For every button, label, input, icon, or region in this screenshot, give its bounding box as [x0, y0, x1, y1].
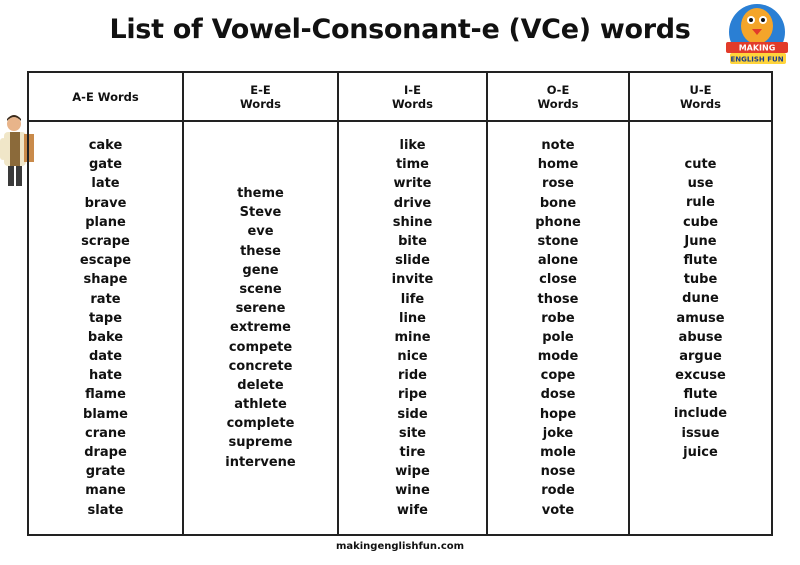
word-item: rule	[686, 195, 715, 211]
word-item: drive	[393, 195, 432, 211]
word-item: cube	[682, 214, 719, 230]
word-item: slide	[395, 253, 430, 269]
word-item: dose	[540, 387, 576, 403]
word-item: note	[541, 138, 575, 153]
word-item: crane	[85, 425, 126, 441]
word-item: flame	[85, 387, 126, 403]
word-item: hate	[88, 368, 123, 384]
word-item: scene	[239, 281, 282, 297]
word-item: June	[684, 233, 717, 249]
word-item: drape	[84, 445, 127, 460]
word-item: bone	[539, 195, 577, 211]
word-item: joke	[542, 425, 574, 441]
word-item: pole	[542, 329, 574, 345]
column-i-e	[339, 73, 488, 534]
word-item: ripe	[398, 387, 427, 403]
word-item: date	[88, 349, 123, 365]
word-item: line	[399, 310, 426, 326]
word-item: side	[397, 406, 428, 422]
word-item: vote	[541, 502, 575, 518]
word-item: mole	[540, 445, 576, 460]
word-item: mane	[85, 483, 126, 499]
word-item: extreme	[229, 320, 291, 336]
word-item: robe	[541, 310, 575, 326]
word-item: argue	[679, 348, 722, 364]
word-item: grate	[85, 464, 126, 480]
word-item: rate	[90, 291, 121, 307]
word-item: mine	[394, 329, 431, 345]
word-item: supreme	[228, 435, 293, 451]
word-item: include	[673, 406, 728, 422]
word-item: nose	[540, 464, 576, 480]
column-header-e-e: E-E Words	[184, 73, 337, 122]
column-a-e	[29, 73, 184, 534]
word-item: wife	[397, 502, 428, 518]
word-item: phone	[535, 214, 581, 230]
vce-word-table	[27, 71, 773, 536]
word-item: abuse	[678, 329, 723, 345]
word-list-a-e	[29, 136, 182, 520]
word-list-u-e	[630, 155, 771, 462]
word-item: gene	[242, 262, 279, 278]
word-item: tape	[88, 310, 123, 326]
word-item: rose	[542, 176, 574, 192]
footer-website: makingenglishfun.com	[335, 541, 465, 552]
word-item: athlete	[234, 397, 287, 413]
word-item: tire	[399, 445, 426, 460]
word-item: bake	[87, 329, 124, 345]
word-item: cake	[88, 138, 123, 153]
word-item: concrete	[228, 358, 293, 374]
word-item: bite	[398, 233, 427, 249]
word-item: tube	[683, 272, 718, 288]
word-item: late	[91, 176, 120, 192]
word-item: cute	[684, 157, 717, 172]
column-header-a-e: A-E Words	[29, 73, 182, 122]
svg-text:ENGLISH FUN: ENGLISH FUN	[730, 55, 784, 64]
page-title: List of Vowel-Consonant-e (VCe) words	[109, 14, 691, 45]
word-item: wine	[395, 483, 430, 499]
word-item: invite	[391, 272, 434, 288]
word-list-o-e	[488, 136, 628, 520]
word-item: ride	[398, 368, 427, 384]
word-item: plane	[85, 214, 126, 230]
word-list-i-e	[339, 136, 486, 520]
word-item: serene	[235, 301, 286, 317]
word-item: gate	[88, 157, 123, 173]
word-item: shine	[392, 214, 433, 230]
word-item: like	[399, 138, 426, 153]
word-item: nice	[397, 349, 428, 365]
word-item: amuse	[676, 310, 725, 326]
word-item: eve	[247, 224, 274, 240]
word-item: juice	[683, 444, 718, 460]
word-item: shape	[83, 272, 128, 288]
word-item: issue	[681, 425, 720, 441]
word-item: wipe	[395, 464, 430, 480]
word-item: home	[537, 157, 579, 173]
word-item: brave	[84, 195, 127, 211]
word-item: rode	[541, 483, 575, 499]
word-item: flute	[683, 252, 718, 268]
word-item: flute	[683, 387, 718, 403]
making-english-fun-logo-icon	[722, 2, 792, 68]
column-header-o-e: O-E Words	[488, 73, 628, 122]
word-item: Steve	[239, 205, 282, 221]
column-u-e	[630, 73, 771, 534]
word-item: excuse	[675, 368, 726, 384]
svg-text:MAKING: MAKING	[738, 43, 776, 53]
word-item: time	[395, 157, 430, 173]
word-item: blame	[83, 406, 128, 422]
column-header-u-e: U-E Words	[630, 73, 771, 122]
word-item: complete	[226, 416, 295, 432]
word-item: hope	[539, 406, 577, 422]
word-item: scrape	[81, 233, 130, 249]
word-list-e-e	[184, 184, 337, 472]
column-o-e	[488, 73, 630, 534]
word-item: stone	[537, 233, 579, 249]
word-item: use	[687, 176, 714, 192]
word-item: close	[539, 272, 577, 288]
word-item: escape	[79, 253, 132, 269]
word-item: site	[398, 425, 427, 441]
word-item: dune	[682, 291, 719, 307]
word-item: those	[537, 291, 579, 307]
word-item: slate	[87, 502, 124, 518]
word-item: these	[240, 243, 281, 259]
word-item: compete	[228, 339, 293, 355]
column-e-e	[184, 73, 339, 534]
word-item: mode	[537, 349, 579, 365]
word-item: cope	[540, 368, 576, 384]
word-item: alone	[537, 253, 579, 269]
word-item: intervene	[225, 454, 296, 470]
word-item: delete	[237, 377, 284, 393]
word-item: life	[400, 291, 425, 307]
word-item: write	[393, 176, 432, 192]
word-item: theme	[237, 186, 284, 201]
column-header-i-e: I-E Words	[339, 73, 486, 122]
